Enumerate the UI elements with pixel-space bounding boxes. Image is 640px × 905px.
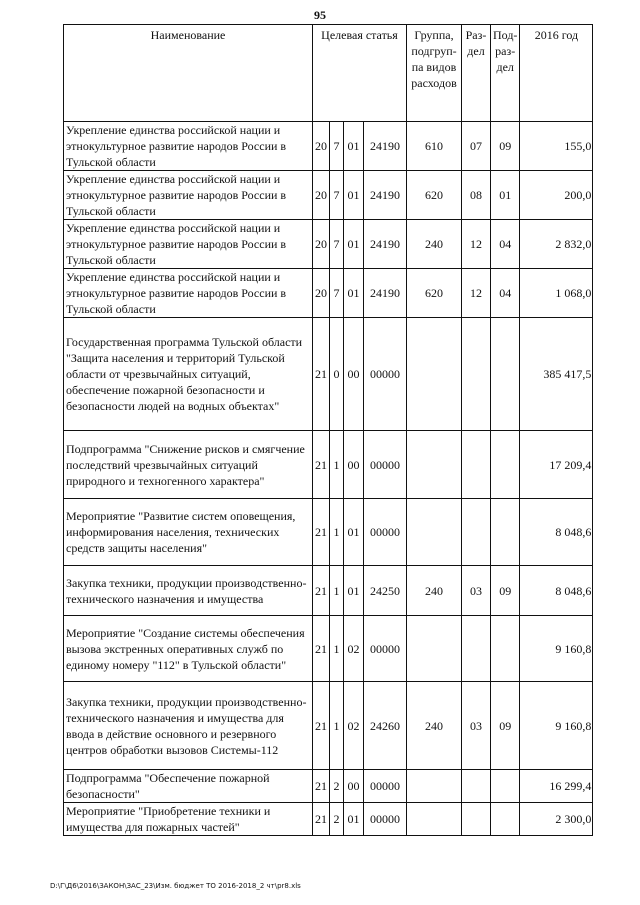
target-part-4: 00000 xyxy=(364,431,407,499)
amount-2016: 17 209,4 xyxy=(520,431,593,499)
podrazdel xyxy=(491,431,520,499)
podrazdel: 09 xyxy=(491,566,520,616)
target-part-4: 00000 xyxy=(364,616,407,682)
target-part-3: 01 xyxy=(344,269,364,318)
row-name: Укрепление единства российской нации и этнокультурное развитие народов России в Тульской области xyxy=(64,220,313,269)
table-row xyxy=(64,269,593,318)
target-part-1: 20 xyxy=(313,122,330,171)
header-podrazdel: Под- раз- дел xyxy=(491,25,520,122)
row-name: Мероприятие "Развитие систем оповещения, информирования населения, технических средств защиты населения" xyxy=(64,499,313,566)
podrazdel xyxy=(491,770,520,803)
razdel xyxy=(462,431,491,499)
target-part-2: 1 xyxy=(330,616,344,682)
expense-group: 620 xyxy=(407,171,462,220)
podrazdel xyxy=(491,499,520,566)
budget-table xyxy=(63,24,593,836)
expense-group xyxy=(407,616,462,682)
podrazdel: 01 xyxy=(491,171,520,220)
amount-2016: 200,0 xyxy=(520,171,593,220)
razdel: 12 xyxy=(462,269,491,318)
target-part-2: 1 xyxy=(330,499,344,566)
target-part-3: 02 xyxy=(344,616,364,682)
table-row xyxy=(64,318,593,431)
table-row xyxy=(64,616,593,682)
target-part-1: 21 xyxy=(313,431,330,499)
amount-2016: 2 832,0 xyxy=(520,220,593,269)
target-part-4: 00000 xyxy=(364,803,407,836)
amount-2016: 9 160,8 xyxy=(520,682,593,770)
razdel: 08 xyxy=(462,171,491,220)
target-part-3: 01 xyxy=(344,171,364,220)
header-year: 2016 год xyxy=(520,25,593,122)
target-part-3: 01 xyxy=(344,566,364,616)
target-part-4: 24190 xyxy=(364,269,407,318)
razdel: 03 xyxy=(462,682,491,770)
target-part-1: 21 xyxy=(313,616,330,682)
target-part-2: 1 xyxy=(330,682,344,770)
expense-group: 610 xyxy=(407,122,462,171)
razdel xyxy=(462,616,491,682)
target-part-3: 01 xyxy=(344,499,364,566)
expense-group xyxy=(407,499,462,566)
target-part-3: 00 xyxy=(344,770,364,803)
target-part-2: 0 xyxy=(330,318,344,431)
table-row xyxy=(64,122,593,171)
expense-group: 240 xyxy=(407,220,462,269)
razdel xyxy=(462,770,491,803)
target-part-3: 00 xyxy=(344,318,364,431)
table-row xyxy=(64,803,593,836)
target-part-3: 01 xyxy=(344,122,364,171)
razdel: 03 xyxy=(462,566,491,616)
page-number: 95 xyxy=(314,8,326,22)
table-row xyxy=(64,171,593,220)
podrazdel: 04 xyxy=(491,269,520,318)
header-group: Группа, подгруп- па видов расходов xyxy=(407,25,462,122)
amount-2016: 8 048,6 xyxy=(520,566,593,616)
target-part-2: 7 xyxy=(330,220,344,269)
razdel xyxy=(462,803,491,836)
target-part-2: 2 xyxy=(330,770,344,803)
row-name: Укрепление единства российской нации и этнокультурное развитие народов России в Тульской области xyxy=(64,269,313,318)
target-part-1: 21 xyxy=(313,318,330,431)
row-name: Государственная программа Тульской области "Защита населения и территорий Тульской области от чрезвычайных ситуаций, обеспечение пожарной безопасности и безопасности людей на водных объектах" xyxy=(64,318,313,431)
row-name: Мероприятие "Приобретение техники и имущества для пожарных частей" xyxy=(64,803,313,836)
amount-2016: 155,0 xyxy=(520,122,593,171)
expense-group xyxy=(407,770,462,803)
target-part-2: 7 xyxy=(330,269,344,318)
target-part-4: 24190 xyxy=(364,171,407,220)
amount-2016: 8 048,6 xyxy=(520,499,593,566)
header-name: Наименование xyxy=(64,25,313,122)
target-part-3: 00 xyxy=(344,431,364,499)
target-part-1: 20 xyxy=(313,171,330,220)
target-part-4: 24260 xyxy=(364,682,407,770)
table-row xyxy=(64,431,593,499)
target-part-2: 7 xyxy=(330,171,344,220)
target-part-3: 01 xyxy=(344,803,364,836)
row-name: Укрепление единства российской нации и этнокультурное развитие народов России в Тульской области xyxy=(64,171,313,220)
razdel xyxy=(462,318,491,431)
target-part-4: 24190 xyxy=(364,122,407,171)
row-name: Подпрограмма "Обеспечение пожарной безопасности" xyxy=(64,770,313,803)
target-part-2: 1 xyxy=(330,431,344,499)
target-part-4: 00000 xyxy=(364,318,407,431)
amount-2016: 2 300,0 xyxy=(520,803,593,836)
target-part-1: 21 xyxy=(313,499,330,566)
amount-2016: 9 160,8 xyxy=(520,616,593,682)
row-name: Закупка техники, продукции производственно-технического назначения и имущества xyxy=(64,566,313,616)
amount-2016: 1 068,0 xyxy=(520,269,593,318)
expense-group xyxy=(407,318,462,431)
file-path-footer: D:\Г\Д6\2016\ЗАКОН\ЗАС_23\Изм. бюджет ТО 2016-2018_2 чт\pr8.xls xyxy=(50,882,301,890)
podrazdel xyxy=(491,318,520,431)
expense-group xyxy=(407,431,462,499)
target-part-1: 21 xyxy=(313,770,330,803)
table-row xyxy=(64,220,593,269)
target-part-2: 7 xyxy=(330,122,344,171)
expense-group: 240 xyxy=(407,682,462,770)
target-part-1: 20 xyxy=(313,220,330,269)
table-row xyxy=(64,770,593,803)
expense-group: 240 xyxy=(407,566,462,616)
header-target: Целевая статья xyxy=(313,25,407,122)
podrazdel: 04 xyxy=(491,220,520,269)
podrazdel xyxy=(491,803,520,836)
row-name: Мероприятие "Создание системы обеспечения вызова экстренных оперативных служб по единому номеру "112" в Тульской области" xyxy=(64,616,313,682)
expense-group xyxy=(407,803,462,836)
razdel: 12 xyxy=(462,220,491,269)
amount-2016: 385 417,5 xyxy=(520,318,593,431)
target-part-1: 21 xyxy=(313,682,330,770)
target-part-3: 02 xyxy=(344,682,364,770)
target-part-1: 20 xyxy=(313,269,330,318)
target-part-4: 00000 xyxy=(364,499,407,566)
table-row xyxy=(64,499,593,566)
header-row xyxy=(64,25,593,122)
target-part-4: 24190 xyxy=(364,220,407,269)
target-part-1: 21 xyxy=(313,803,330,836)
row-name: Подпрограмма "Снижение рисков и смягчение последствий чрезвычайных ситуаций природного и техногенного характера" xyxy=(64,431,313,499)
header-razdel: Раз- дел xyxy=(462,25,491,122)
target-part-4: 24250 xyxy=(364,566,407,616)
podrazdel: 09 xyxy=(491,682,520,770)
razdel: 07 xyxy=(462,122,491,171)
target-part-4: 00000 xyxy=(364,770,407,803)
expense-group: 620 xyxy=(407,269,462,318)
row-name: Закупка техники, продукции производственно-технического назначения и имущества для ввода в действие основного и резервного центров обработки вызовов Системы-112 xyxy=(64,682,313,770)
razdel xyxy=(462,499,491,566)
amount-2016: 16 299,4 xyxy=(520,770,593,803)
table-row xyxy=(64,566,593,616)
podrazdel xyxy=(491,616,520,682)
target-part-1: 21 xyxy=(313,566,330,616)
row-name: Укрепление единства российской нации и этнокультурное развитие народов России в Тульской области xyxy=(64,122,313,171)
target-part-2: 2 xyxy=(330,803,344,836)
target-part-3: 01 xyxy=(344,220,364,269)
podrazdel: 09 xyxy=(491,122,520,171)
table-row xyxy=(64,682,593,770)
target-part-2: 1 xyxy=(330,566,344,616)
